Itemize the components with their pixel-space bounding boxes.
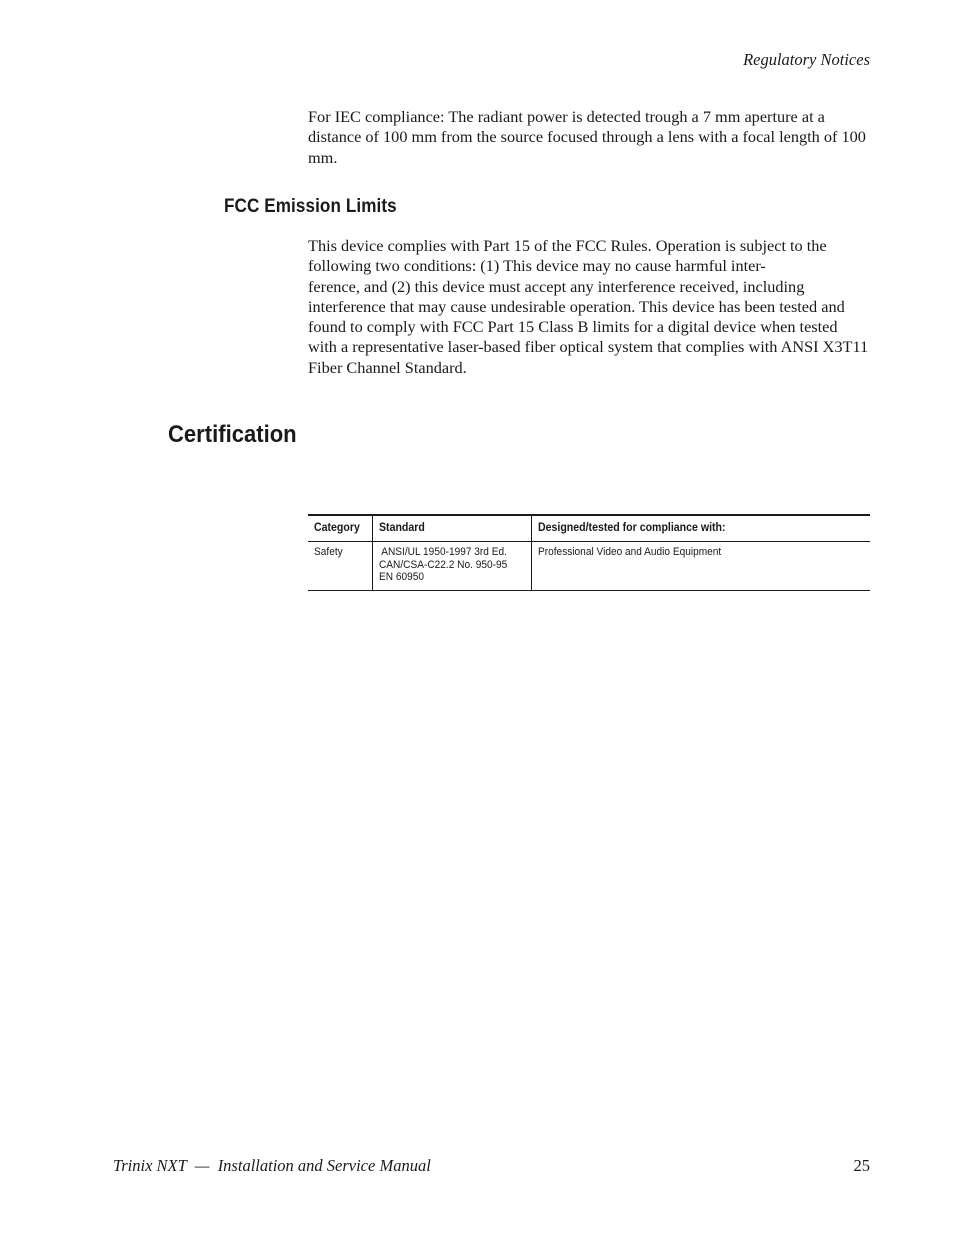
iec-compliance-paragraph: For IEC compliance: The radiant power is detected trough a 7 mm aperture at a distance of 100 mm from the source focused through a lens with a focal length of 100 mm. [308, 107, 866, 167]
standard-line: EN 60950 [379, 571, 425, 584]
table-row [308, 542, 870, 591]
column-header-category: Category [308, 515, 373, 542]
column-header-standard: Standard [373, 515, 532, 542]
fcc-emission-paragraph [308, 236, 870, 378]
certification-table [308, 514, 870, 591]
footer-manual-title: Trinix NXT — Installation and Service Manual [113, 1156, 431, 1175]
fcc-emission-limits-heading: FCC Emission Limits [224, 196, 397, 217]
running-header: Regulatory Notices [743, 50, 870, 69]
certification-heading: Certification [168, 421, 297, 448]
standard-line: CAN/CSA-C22.2 No. 950-95 [379, 558, 508, 571]
standard-line: ANSI/UL 1950-1997 3rd Ed. [379, 546, 507, 558]
fcc-body-start: This device complies with Part 15 of the FCC Rules. Operation is subject to the following two conditions: (1) This device may no cause harmful inter- ference, and (2) this device must accept any interference received, including interference that may cause undesirable operation. This device has been tested and found to comply with FCC Part 15 Class B limits for a digital device when tested with a representative laser-based fiber optical system that complies with ANSI X3T11 Fiber Channel Standard. [308, 236, 869, 377]
cell-category: Safety [308, 542, 373, 591]
footer-page-number: 25 [853, 1156, 870, 1175]
cell-standard [373, 542, 532, 591]
cell-compliance: Professional Video and Audio Equipment [532, 542, 871, 591]
table-header-row [308, 515, 870, 542]
column-header-compliance: Designed/tested for compliance with: [532, 515, 871, 542]
